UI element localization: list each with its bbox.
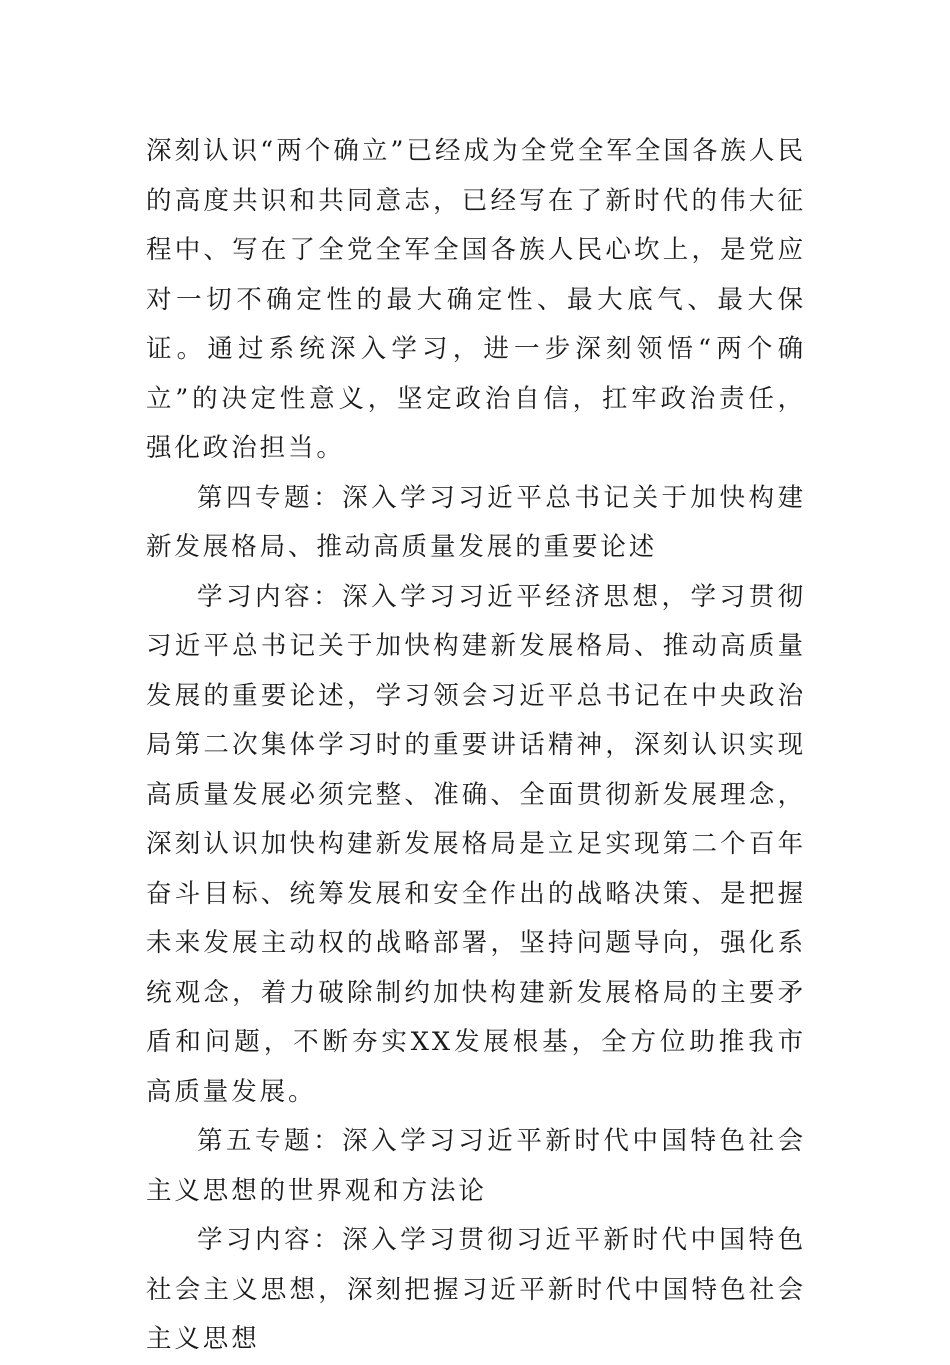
section-heading-5: 第五专题：深入学习习近平新时代中国特色社会主义思想的世界观和方法论 xyxy=(146,1126,806,1206)
section-heading-4: 第四专题：深入学习习近平总书记关于加快构建新发展格局、推动高质量发展的重要论述 xyxy=(146,482,806,562)
section-content-5: 学习内容：深入学习贯彻习近平新时代中国特色社会主义思想，深刻把握习近平新时代中国特色社会主义思想 xyxy=(146,1225,806,1354)
paragraph-continuation: 深刻认识“两个确立”已经成为全党全军全国各族人民的高度共识和共同意志，已经写在了新时代的伟大征程中、写在了全党全军全国各族人民心坎上，是党应对一切不确定性的最大确定性、最大底气、最大保证。通过系统深入学习，进一步深刻领悟“两个确立”的决定性意义，坚定政治自信，扛牢政治责任，强化政治担当。 xyxy=(146,136,806,463)
document-body xyxy=(146,127,806,1365)
section-content-4: 学习内容：深入学习习近平经济思想，学习贯彻习近平总书记关于加快构建新发展格局、推动高质量发展的重要论述，学习领会习近平总书记在中央政治局第二次集体学习时的重要讲话精神，深刻认识实现高质量发展必须完整、准确、全面贯彻新发展理念，深刻认识加快构建新发展格局是立足实现第二个百年奋斗目标、统筹发展和安全作出的战略决策、是把握未来发展主动权的战略部署，坚持问题导向，强化系统观念，着力破除制约加快构建新发展格局的主要矛盾和问题，不断夯实XX发展根基，全方位助推我市高质量发展。 xyxy=(146,581,806,1107)
